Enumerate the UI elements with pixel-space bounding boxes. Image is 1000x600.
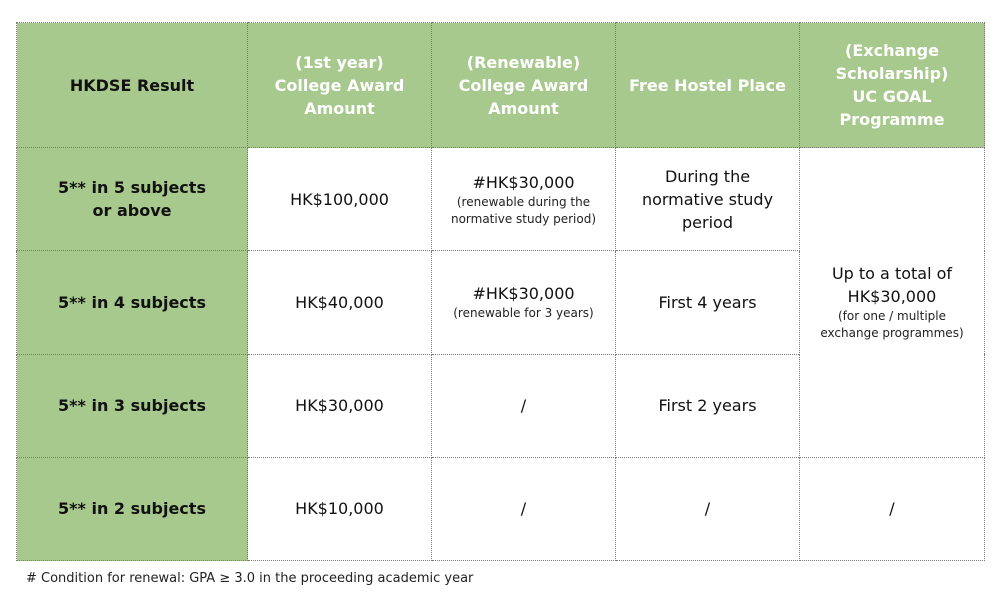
header-free-hostel: Free Hostel Place	[616, 23, 800, 148]
header-renewable-award: (Renewable) College Award Amount	[432, 23, 616, 148]
header-row	[17, 23, 985, 148]
hostel-place: During the normative study period	[616, 148, 800, 251]
header-exchange-scholarship: (Exchange Scholarship) UC GOAL Programme	[800, 23, 985, 148]
header-first-year-award: (1st year) College Award Amount	[248, 23, 432, 148]
renewable-amount: /	[432, 457, 616, 560]
row-result-4-subjects: 5** in 4 subjects	[17, 251, 248, 354]
first-year-amount: HK$40,000	[248, 251, 432, 354]
renewable-amount: #HK$30,000 (renewable for 3 years)	[432, 251, 616, 354]
row-result-2-subjects: 5** in 2 subjects	[17, 457, 248, 560]
renewable-amount: /	[432, 354, 616, 457]
table-row	[17, 148, 985, 251]
renewal-footnote: # Condition for renewal: GPA ≥ 3.0 in the proceeding academic year	[26, 571, 474, 586]
row-result-5-subjects: 5** in 5 subjects or above	[17, 148, 248, 251]
hostel-place: First 4 years	[616, 251, 800, 354]
header-hkdse-result: HKDSE Result	[17, 23, 248, 148]
first-year-amount: HK$30,000	[248, 354, 432, 457]
first-year-amount: HK$10,000	[248, 457, 432, 560]
row-result-3-subjects: 5** in 3 subjects	[17, 354, 248, 457]
first-year-amount: HK$100,000	[248, 148, 432, 251]
hostel-place: /	[616, 457, 800, 560]
hostel-place: First 2 years	[616, 354, 800, 457]
scholarship-table	[16, 22, 985, 561]
renewable-amount: #HK$30,000 (renewable during the normative study period)	[432, 148, 616, 251]
table-row	[17, 457, 985, 560]
exchange-scholarship-merged: Up to a total of HK$30,000 (for one / multiple exchange programmes)	[800, 148, 985, 458]
exchange-scholarship: /	[800, 457, 985, 560]
